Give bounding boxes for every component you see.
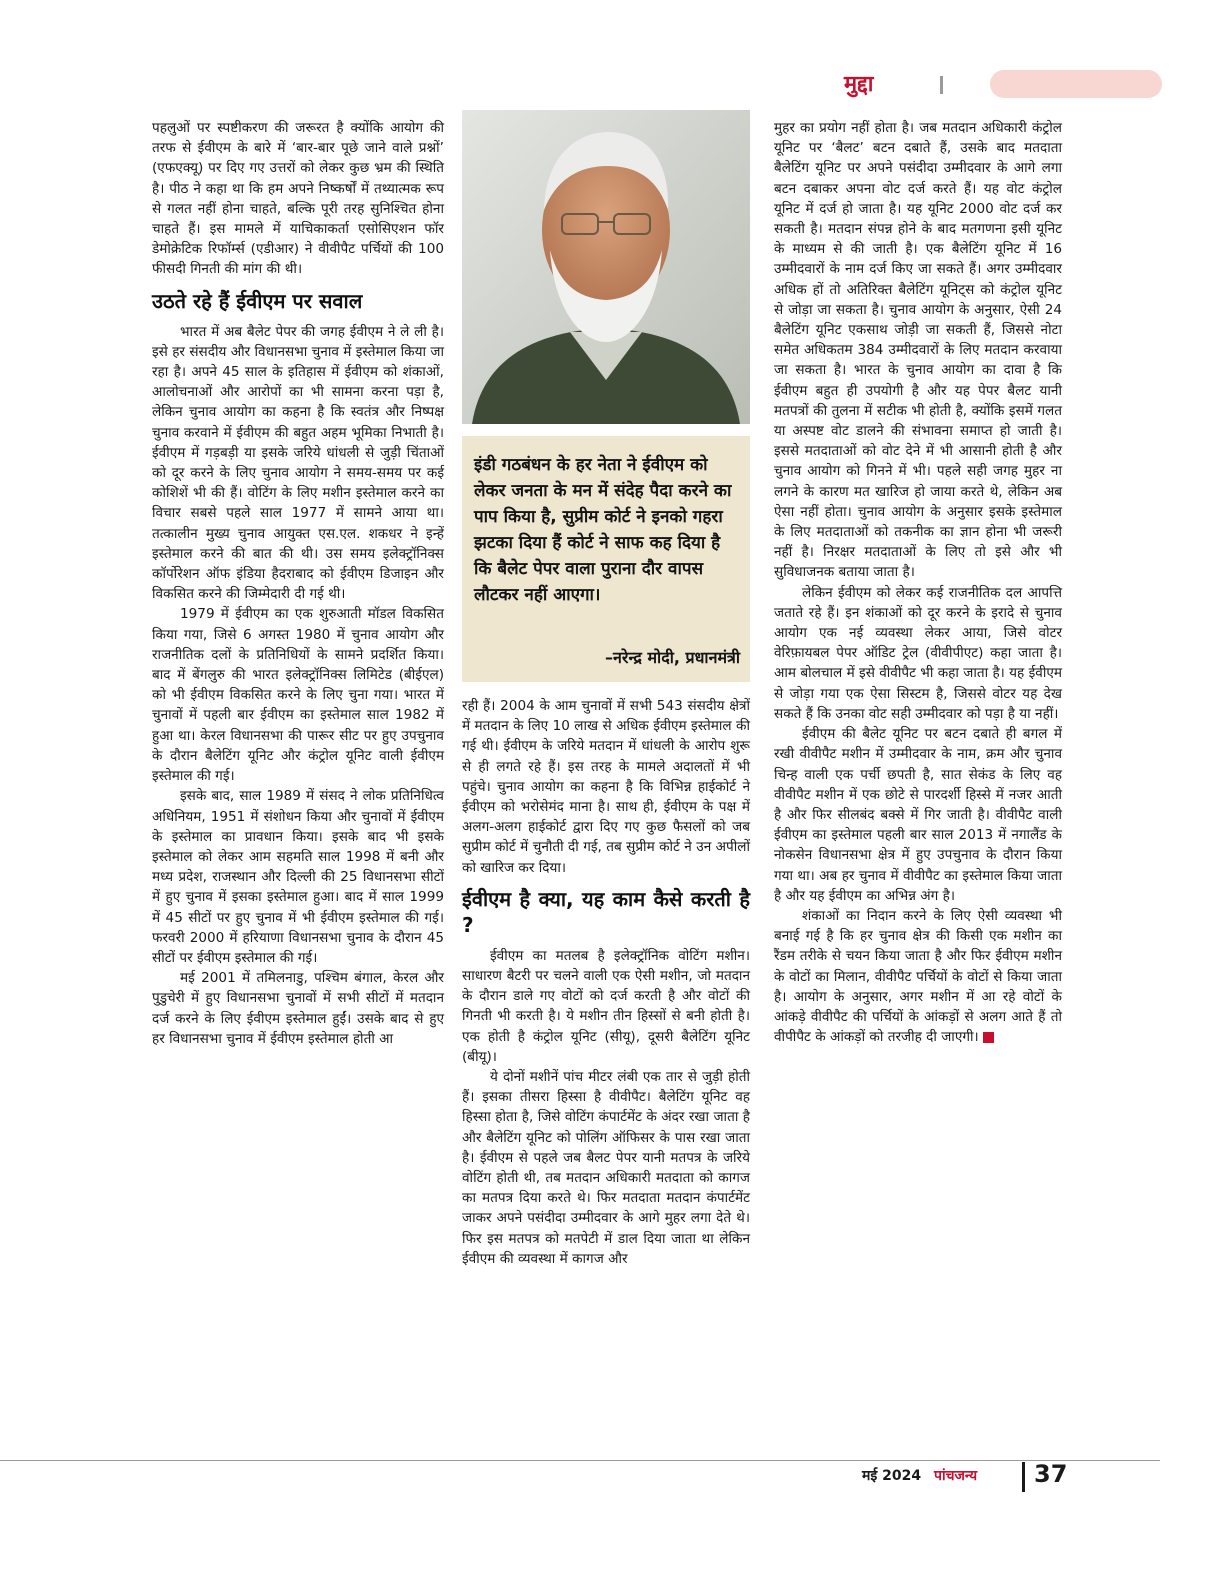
paragraph: भारत में अब बैलेट पेपर की जगह ईवीएम ने ले ली है। इसे हर संसदीय और विधानसभा चुनाव में इस्तेमाल किया जा रहा है। अपने 45 साल के इतिहास में ईवीएम को शंकाओं, आलोचनाओं और आरोपों का भी सामना करना पड़ा है, लेकिन चुनाव आयोग का कहना है कि स्वतंत्र और निष्पक्ष चुनाव करवाने में ईवीएम की बहुत अहम भूमिका निभाती है। ईवीएम में गड़बड़ी या इसके जरिये धांधली से जुड़ी चिंताओं को दूर करने के लिए चुनाव आयोग ने समय-समय पर कई कोशिशें भी की हैं। वोटिंग के लिए मशीन इस्तेमाल करने का विचार सबसे पहले साल 1977 में सामने आया था। तत्कालीन मुख्य चुनाव आयुक्त एस.एल. शकधर ने इन्हें इस्तेमाल करने की बात की थी। उस समय इलेक्ट्रॉनिक्स कॉर्पोरेशन ऑफ इंडिया हैदराबाद को ईवीएम डिजाइन और विकसित करने की जिम्मेदारी दी गई थी। (152, 323, 444, 603)
footer-divider (0, 1460, 1160, 1461)
article-column-1 (152, 118, 444, 1049)
subheading: ईवीएम है क्या, यह काम कैसे करती है ? (462, 886, 750, 937)
pull-quote (462, 436, 750, 682)
section-divider (940, 76, 943, 94)
portrait-photo (462, 110, 750, 424)
article-column-3 (774, 118, 1062, 1047)
paragraph: मुहर का प्रयोग नहीं होता है। जब मतदान अधिकारी कंट्रोल यूनिट पर ‘बैलट’ बटन दबाते हैं, उसके बाद मतदाता बैलेटिंग यूनिट पर अपने पसंदीदा उम्मीदवार के आगे लगा बटन दबाकर अपना वोट दर्ज करते हैं। यह वोट कंट्रोल यूनिट में दर्ज हो जाता है। यह यूनिट 2000 वोट दर्ज कर सकती है। मतदान संपन्न होने के बाद मतगणना इसी यूनिट के माध्यम से की जाती है। एक बैलेटिंग यूनिट में 16 उम्मीदवारों के नाम दर्ज किए जा सकते हैं। अगर उम्मीदवार अधिक हों तो अतिरिक्त बैलेटिंग यूनिट्स को कंट्रोल यूनिट से जोड़ा जा सकता है। चुनाव आयोग के अनुसार, ऐसी 24 बैलेटिंग यूनिट एकसाथ जोड़ी जा सकती हैं, जिससे नोटा समेत अधिकतम 384 उम्मीदवारों के लिए मतदान करवाया जा सकता है। भारत के चुनाव आयोग का दावा है कि ईवीएम बहुत ही उपयोगी है और यह पेपर बैलट यानी मतपत्रों की तुलना में सटीक भी होती है, क्योंकि इसमें गलत या अस्पष्ट वोट डालने की संभावना समाप्त हो जाती है। इससे मतदाताओं को वोट देने में भी आसानी होती है और चुनाव आयोग को गिनने में भी। पहले सही जगह मुहर ना लगने के कारण मत खारिज हो जाया करते थे, लेकिन अब ऐसा नहीं होता। चुनाव आयोग के अनुसार इसके इस्तेमाल के लिए मतदाताओं को तकनीक का ज्ञान होना भी जरूरी नहीं है। निरक्षर मतदाताओं के लिए तो इसे और भी सुविधाजनक बताया जाता है। (774, 120, 1062, 581)
paragraph (774, 906, 1062, 1047)
paragraph-text: शंकाओं का निदान करने के लिए ऐसी व्यवस्था भी बनाई गई है कि हर चुनाव क्षेत्र की किसी एक मशीन का रैंडम तरीके से चयन किया जाता है और फिर ईवीएम मशीन के वोटों का मिलान, वीवीपैट पर्चियों के वोटों से किया जाता है। आयोग के अनुसार, अगर मशीन में आ रहे वोटों के आंकड़े वीवीपैट की पर्चियों के आंकड़ों से अलग आते हैं तो वीपीपैट के आंकड़ों को तरजीह दी जाएगी। (774, 907, 1062, 1046)
paragraph: ईवीएम की बैलेट यूनिट पर बटन दबाते ही बगल में रखी वीवीपैट मशीन में उम्मीदवार के नाम, क्रम और चुनाव चिन्ह वाली एक पर्ची छपती है, सात सेकंड के लिए वह वीवीपैट मशीन में एक छोटे से पारदर्शी हिस्से में नजर आती है और फिर सीलबंद बक्से में गिर जाती है। वीवीपैट वाली ईवीएम का इस्तेमाल पहली बार साल 2013 में नगालैंड के नोकसेन विधानसभा क्षेत्र में हुए उपचुनाव के दौरान किया गया था। अब हर चुनाव में वीवीपैट का इस्तेमाल किया जाता है और यह ईवीएम का अभिन्न अंग है। (774, 726, 1062, 904)
article-column-2 (462, 696, 750, 1269)
paragraph: 1979 में ईवीएम का एक शुरुआती मॉडल विकसित किया गया, जिसे 6 अगस्त 1980 में चुनाव आयोग और राजनीतिक दलों के प्रतिनिधियों के सामने प्रदर्शित किया। बाद में बेंगलुरु की भारत इलेक्ट्रॉनिक्स लिमिटेड (बीईएल) को भी ईवीएम विकसित करने के लिए चुना गया। भारत में चुनावों में पहली बार ईवीएम का इस्तेमाल साल 1982 में हुआ था। केरल विधानसभा की पारूर सीट पर हुए उपचुनाव के दौरान बैलेटिंग यूनिट और कंट्रोल यूनिट वाली ईवीएम इस्तेमाल की गई। (152, 606, 444, 785)
subheading: उठते रहे हैं ईवीएम पर सवाल (152, 288, 363, 313)
issue-date: मई 2024 (862, 1468, 922, 1484)
page-number: 37 (1034, 1460, 1068, 1488)
paragraph: ईवीएम का मतलब है इलेक्ट्रॉनिक वोटिंग मशीन। साधारण बैटरी पर चलने वाली एक ऐसी मशीन, जो मतदान के दौरान डाले गए वोटों को दर्ज करती है और वोटों की गिनती भी करती है। ये मशीन तीन हिस्सों से बनी होती है। एक होती है कंट्रोल यूनिट (सीयू), दूसरी बैलेटिंग यूनिट (बीयू)। (462, 947, 750, 1065)
section-label: मुद्दा (844, 72, 874, 97)
paragraph: लेकिन ईवीएम को लेकर कई राजनीतिक दल आपत्ति जताते रहे हैं। इन शंकाओं को दूर करने के इरादे से चुनाव आयोग एक नई व्यवस्था लेकर आया, जिसे वोटर वेरिफ़ायबल पेपर ऑडिट ट्रेल (वीवीपीएट) कहा जाता है। आम बोलचाल में इसे वीवीपैट भी कहा जाता है। यह ईवीएम से जोड़ा गया एक ऐसा सिस्टम है, जिससे वोटर यह देख सकते हैं कि उनका वोट सही उम्मीदवार को पड़ा है या नहीं। (774, 584, 1062, 722)
paragraph: ये दोनों मशीनें पांच मीटर लंबी एक तार से जुड़ी होती हैं। इसका तीसरा हिस्सा है वीवीपैट। बैलेटिंग यूनिट वह हिस्सा होता है, जिसे वोटिंग कंपार्टमेंट के अंदर रखा जाता है और बैलेटिंग यूनिट को पोलिंग ऑफिसर के पास रखा जाता है। ईवीएम से पहले जब बैलट पेपर यानी मतपत्र के जरिये वोटिंग होती थी, तब मतदान अधिकारी मतदाता को कागज का मतपत्र दिया करते थे। फिर मतदाता मतदान कंपार्टमेंट जाकर अपने पसंदीदा उम्मीदवार के आगे मुहर लगा देते थे। फिर इस मतपत्र को मतपेटी में डाल दिया जाता था लेकिन ईवीएम की व्यवस्था में कागज और (462, 1069, 750, 1267)
paragraph: मई 2001 में तमिलनाडु, पश्चिम बंगाल, केरल और पुडुचेरी में हुए विधानसभा चुनावों में सभी सीटों में मतदान दर्ज करने के लिए ईवीएम इस्तेमाल हुईं। उसके बाद से हुए हर विधानसभा चुनाव में ईवीएम इस्तेमाल होती आ (152, 970, 444, 1047)
end-mark-icon (983, 1032, 994, 1043)
paragraph: रही हैं। 2004 के आम चुनावों में सभी 543 संसदीय क्षेत्रों में मतदान के लिए 10 लाख से अधिक ईवीएम इस्तेमाल की गई थी। ईवीएम के जरिये मतदान में धांधली के आरोप शुरू से ही लगते रहे हैं। इस तरह के मामले अदालतों में भी पहुंचे। चुनाव आयोग का कहना है कि विभिन्न हाईकोर्ट ने ईवीएम को भरोसेमंद माना है। साथ ही, ईवीएम के पक्ष में अलग-अलग हाईकोर्ट द्वारा दिए गए कुछ फैसलों को जब सुप्रीम कोर्ट में चुनौती दी गई, तब सुप्रीम कोर्ट ने उन अपीलों को खारिज कर दिया। (462, 698, 750, 876)
quote-text: इंडी गठबंधन के हर नेता ने ईवीएम को लेकर जनता के मन में संदेह पैदा करने का पाप किया है, सुप्रीम कोर्ट ने इनको गहरा झटका दिया हैं कोर्ट ने साफ कह दिया है कि बैलेट पेपर वाला पुराना दौर वापस लौटकर नहीं आएगा। (474, 455, 732, 605)
quote-author: –नरेन्द्र मोदी, प्रधानमंत्री (605, 648, 740, 667)
footer-separator (1022, 1462, 1025, 1492)
magazine-logo: पांचजन्य (934, 1468, 978, 1484)
paragraph: पहलुओं पर स्पष्टीकरण की जरूरत है क्योंकि आयोग की तरफ से ईवीएम के बारे में ‘बार-बार पूछे जाने वाले प्रश्नों’ (एफएक्यू) पर दिए गए उत्तरों को लेकर कुछ भ्रम की स्थिति है। पीठ ने कहा था कि हम अपने निष्कर्षों में तथ्यात्मक रूप से गलत नहीं होना चाहते, बल्कि पूरी तरह सुनिश्चित होना चाहते हैं। इस मामले में याचिकाकर्ता एसोसिएशन फॉर डेमोक्रेटिक रिफॉर्म्स (एडीआर) ने वीवीपैट पर्चियों की 100 फीसदी गिनती की मांग की थी। (152, 120, 444, 278)
section-decoration (990, 70, 1162, 98)
paragraph: इसके बाद, साल 1989 में संसद ने लोक प्रतिनिधित्व अधिनियम, 1951 में संशोधन किया और चुनावों में ईवीएम के इस्तेमाल का प्रावधान किया। इसके बाद भी इसके इस्तेमाल को लेकर आम सहमति साल 1998 में बनी और मध्य प्रदेश, राजस्थान और दिल्ली की 25 विधानसभा सीटों में हुए चुनाव में इसका इस्तेमाल हुआ। बाद में साल 1999 में 45 सीटों पर हुए चुनाव में भी ईवीएम इस्तेमाल की गई। फरवरी 2000 में हरियाणा विधानसभा चुनाव के दौरान 45 सीटों पर ईवीएम इस्तेमाल की गई। (152, 788, 444, 966)
